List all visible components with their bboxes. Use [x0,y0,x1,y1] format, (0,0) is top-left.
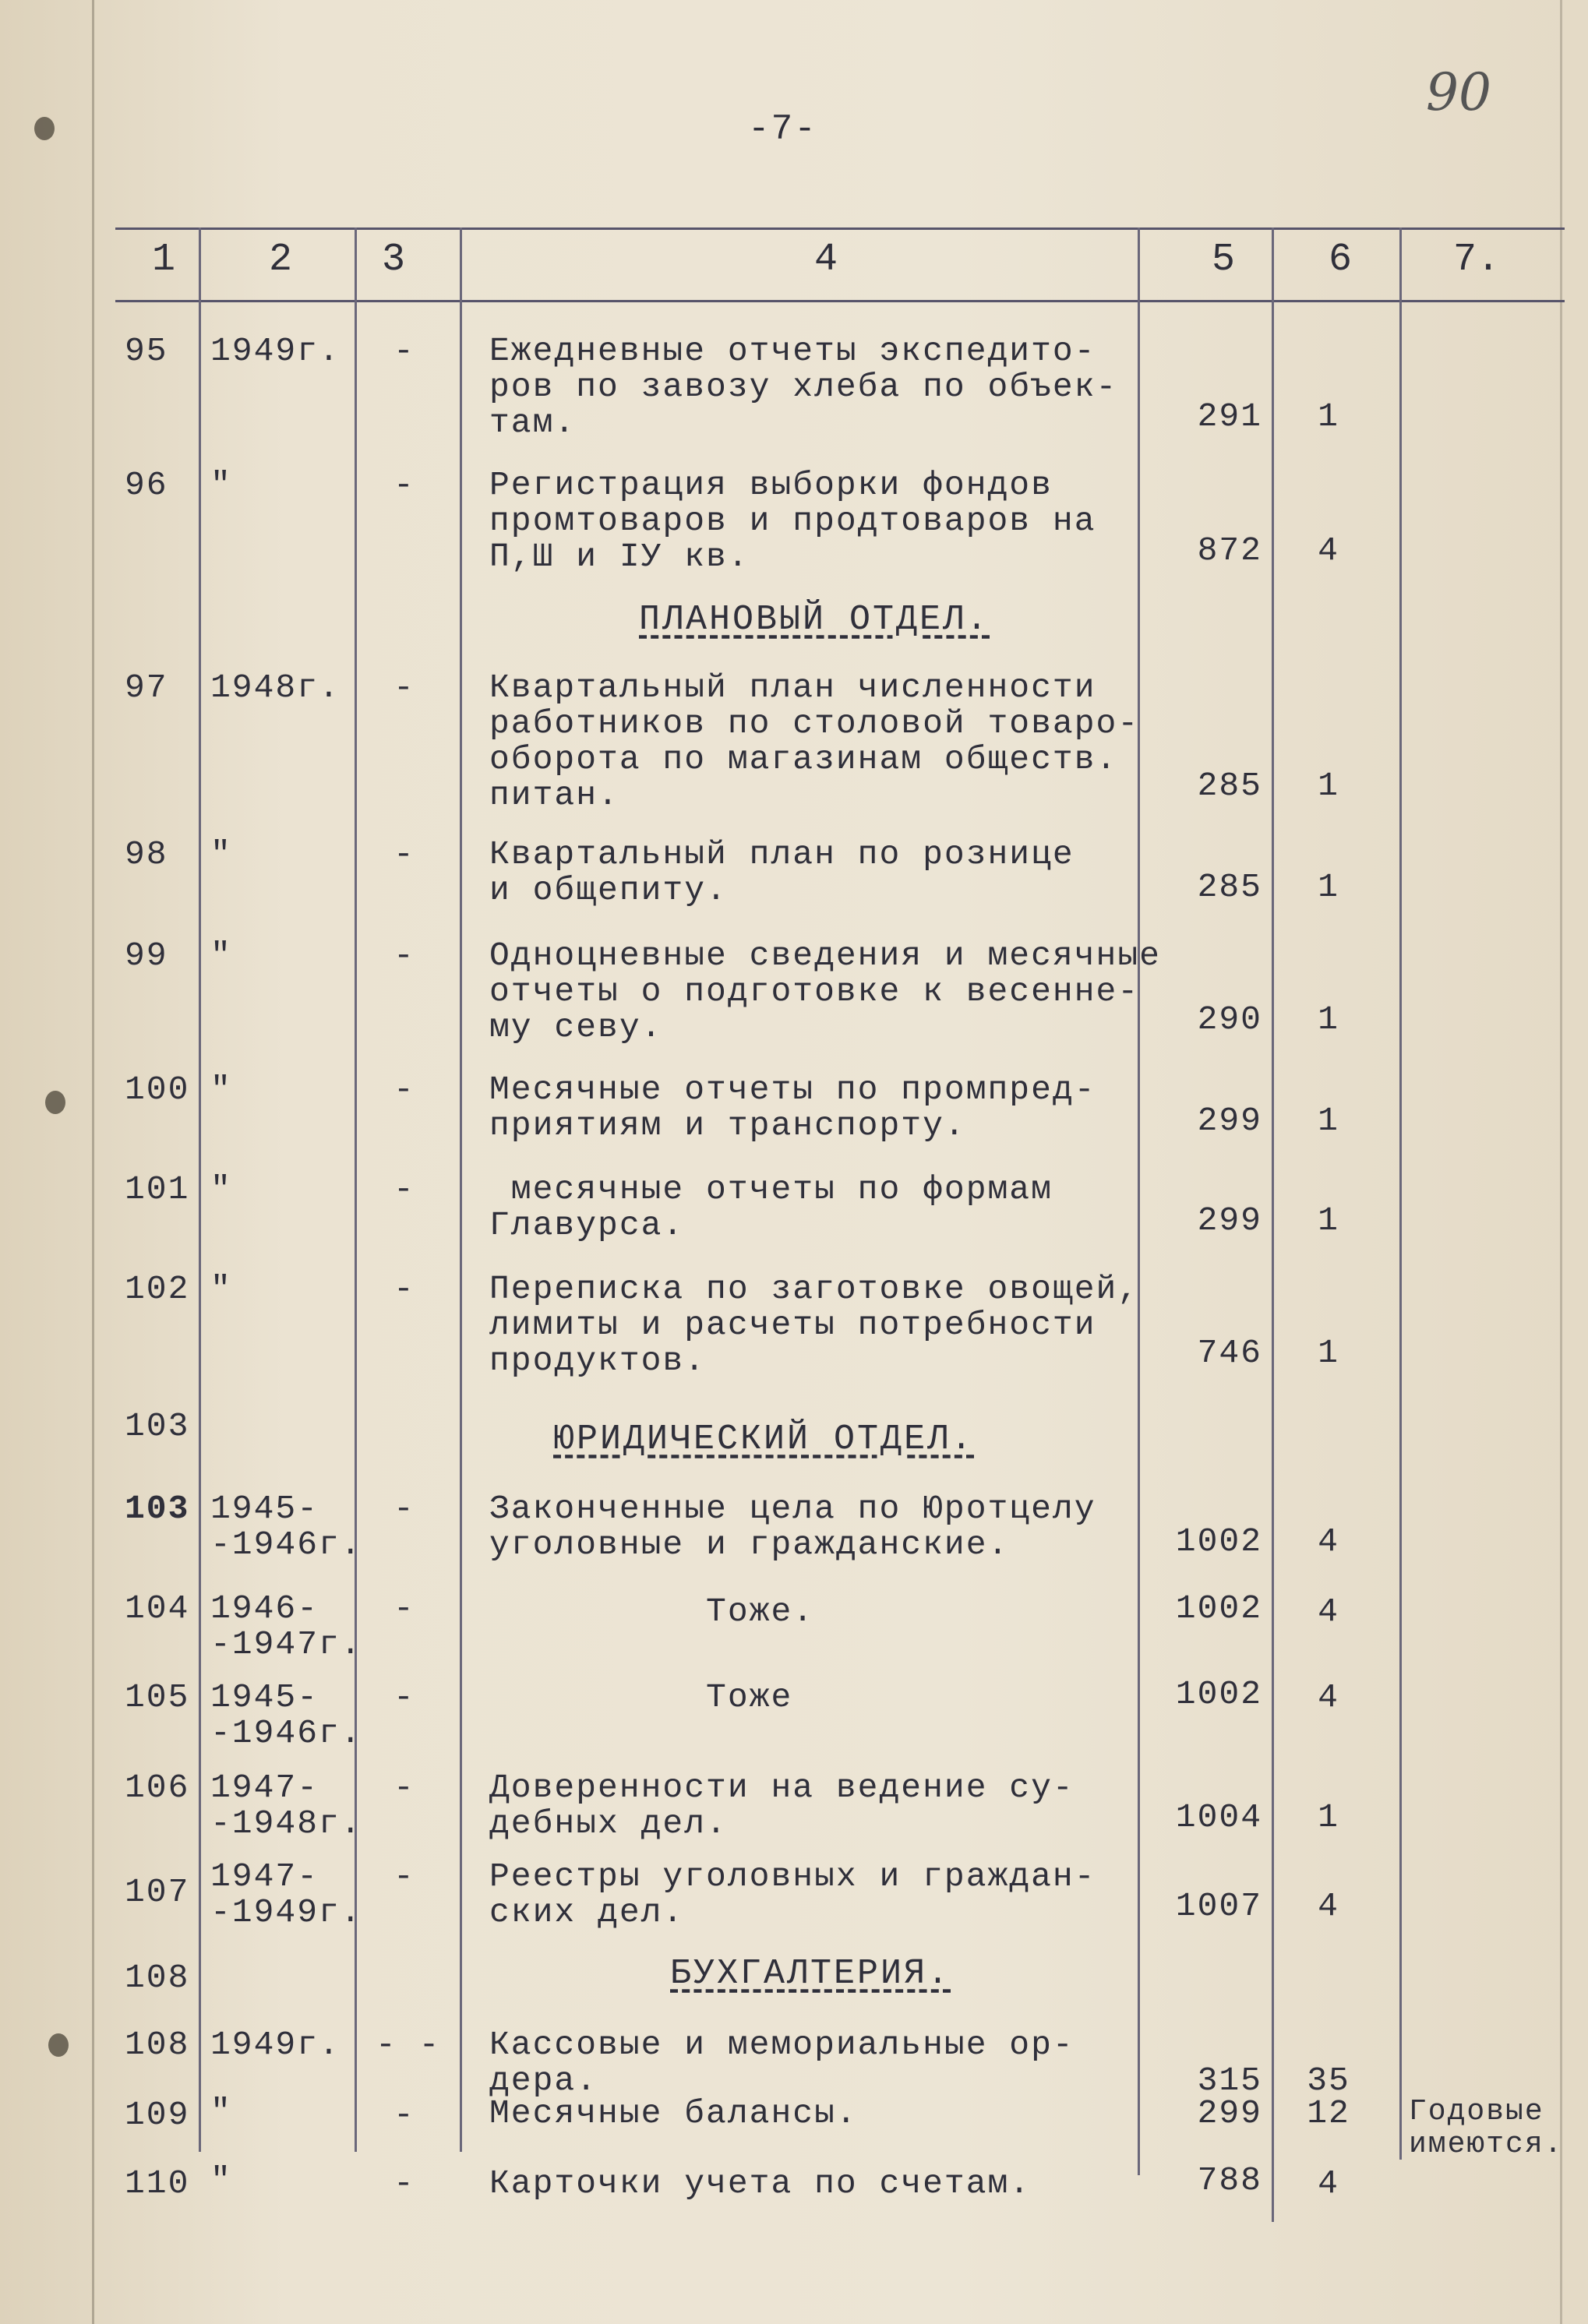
row-col3: - [393,466,415,504]
row-col6: 4 [1318,2164,1339,2202]
row-description: Реестры уголовных и граждан- ских дел. [489,1857,1096,1931]
row-col5: 291 [1197,397,1262,436]
row-date: 1945- -1946г. [210,1678,362,1752]
row-date: " [210,835,232,873]
row-col5: 746 [1197,1334,1262,1372]
row-description: Одноцневные сведения и месячные отчеты о подготовке к весенне- му севу. [489,936,1161,1046]
row-description: Доверенности на ведение су- дебных дел. [489,1769,1075,1843]
row-number: 99 [125,936,168,975]
column-header-2: 2 [268,238,292,282]
row-col6: 1 [1318,1798,1339,1836]
row-description: Квартальный план численности работников по столовой товаро- оборота по магазинам обществ. питан. [489,668,1140,814]
row-col6: 1 [1318,397,1339,436]
row-description: месячные отчеты по формам Главурса. [489,1170,1053,1244]
row-number: 96 [125,466,168,504]
row-number: 108 [125,1959,190,1997]
column-divider [1399,227,1402,2160]
row-col3: - [393,2096,415,2134]
row-number: 105 [125,1678,190,1716]
row-col6: 4 [1318,1678,1339,1716]
row-col6: 1 [1318,1334,1339,1372]
row-col5: 285 [1197,868,1262,906]
row-col5: 1002 [1175,1589,1262,1628]
row-date: 1947- -1948г. [210,1769,362,1843]
row-number: 97 [125,668,168,707]
row-col3: - [393,1490,415,1528]
row-col6: 1 [1318,868,1339,906]
column-header-4: 4 [813,238,838,282]
section-legal: ЮРИДИЧЕСКИЙ ОТДЕЛ. [553,1419,975,1459]
row-date: " [210,466,232,504]
row-date: 1945- -1946г. [210,1490,362,1564]
row-col3: - [393,332,415,370]
row-description: Переписка по заготовке овощей, лимиты и расчеты потребности продуктов. [489,1270,1140,1380]
row-description: Квартальный план по рознице и общепиту. [489,835,1075,909]
row-col6: 12 [1307,2094,1350,2132]
section-planning: ПЛАНОВЫЙ ОТДЕЛ. [639,600,990,640]
row-col3: - [393,1589,415,1628]
row-col3: - [393,1678,415,1716]
row-col3: - [393,1769,415,1807]
row-col3: - [393,1270,415,1308]
row-number: 95 [125,332,168,370]
row-date: " [210,2093,232,2131]
column-divider [460,227,462,2152]
column-header-1: 1 [151,238,175,282]
row-date: 1947- -1949г. [210,1857,362,1931]
row-col6: 1 [1318,1201,1339,1240]
row-col6: 4 [1318,1592,1339,1631]
row-description: Регистрация выборки фондов промтоваров и продтоваров на П,Ш и IУ кв. [489,466,1096,576]
archive-number: 90 [1426,62,1491,122]
row-description: Тоже. [489,1592,815,1631]
row-number: 110 [125,2164,190,2202]
row-description: Законченные цела по Юротцелу уголовные и гражданские. [489,1490,1096,1564]
row-date: " [210,1270,232,1308]
row-col3: - - [376,2026,441,2064]
row-col3: - [393,668,415,707]
row-col5: 788 [1197,2161,1262,2199]
row-date: " [210,2161,232,2199]
row-col6: 4 [1318,1522,1339,1561]
column-header-7: 7. [1452,238,1500,282]
page-margin-line [92,0,94,2324]
row-col3: - [393,835,415,873]
row-col6: 1 [1318,1000,1339,1039]
row-col5: 285 [1197,767,1262,805]
row-col3: - [393,1170,415,1208]
row-col3: - [393,2164,415,2202]
row-col6: 4 [1318,1887,1339,1925]
binding-hole [45,1091,65,1114]
row-date: 1949г. [210,332,341,370]
row-col6: 1 [1318,1102,1339,1140]
row-number: 103 [125,1490,190,1528]
row-description: Ежедневные отчеты экспедито- ров по завозу хлеба по объек- там. [489,332,1118,442]
row-col6: 35 [1307,2061,1350,2100]
row-date: 1946- -1947г. [210,1589,362,1663]
row-date: " [210,1070,232,1109]
row-col5: 290 [1197,1000,1262,1039]
row-number: 103 [125,1407,190,1445]
row-col6: 1 [1318,767,1339,805]
binding-hole [34,117,55,140]
row-col6: 4 [1318,531,1339,570]
table-top-rule [115,227,1565,230]
row-description: Кассовые и мемориальные ор- дера. [489,2026,1075,2100]
row-description: Месячные балансы. [489,2094,858,2132]
row-number: 108 [125,2026,190,2064]
row-col7-note: Годовые имеются. [1409,2095,1564,2161]
column-header-5: 5 [1211,238,1235,282]
row-col5: 1002 [1175,1522,1262,1561]
row-col5: 299 [1197,2094,1262,2132]
row-number: 102 [125,1270,190,1308]
row-date: 1948г. [210,668,341,707]
table-header-rule [115,300,1565,302]
row-col5: 315 [1197,2061,1262,2100]
section-accounting: БУХГАЛТЕРИЯ. [670,1954,951,1994]
row-col5: 1002 [1175,1675,1262,1713]
row-description: Месячные отчеты по промпред- приятиям и транспорту. [489,1070,1096,1144]
row-number: 98 [125,835,168,873]
row-col5: 1004 [1175,1798,1262,1836]
row-col5: 1007 [1175,1887,1262,1925]
page-edge-line [1560,0,1562,2324]
column-divider [1272,227,1274,2222]
row-number: 109 [125,2096,190,2134]
row-col5: 299 [1197,1102,1262,1140]
row-col5: 872 [1197,531,1262,570]
row-number: 104 [125,1589,190,1628]
page-number: -7- [748,109,817,150]
row-description: Тоже [489,1678,793,1716]
row-number: 100 [125,1070,190,1109]
column-header-3: 3 [381,238,405,282]
row-description: Карточки учета по счетам. [489,2164,1032,2202]
row-col5: 299 [1197,1201,1262,1240]
column-header-6: 6 [1328,238,1352,282]
row-date: " [210,936,232,975]
row-date: " [210,1170,232,1208]
row-col3: - [393,936,415,975]
row-col3: - [393,1070,415,1109]
row-number: 101 [125,1170,190,1208]
row-col3: - [393,1857,415,1896]
binding-hole [48,2033,69,2057]
row-number: 106 [125,1769,190,1807]
row-number: 107 [125,1873,190,1911]
row-date: 1949г. [210,2026,341,2064]
